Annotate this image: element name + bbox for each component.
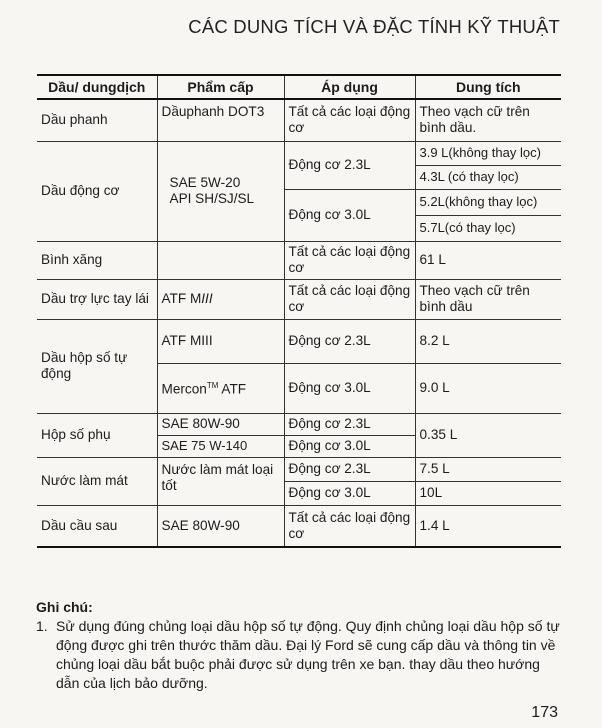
cell-grade: SAE 80W-90 — [157, 413, 284, 435]
cell-apply: Tất cả các loại động cơ — [284, 505, 415, 547]
cell-apply: Động cơ 3.0L — [284, 481, 415, 505]
page-title: CÁC DUNG TÍCH VÀ ĐẶC TÍNH KỸ THUẬT — [188, 16, 560, 37]
note-number: 1. — [36, 618, 48, 634]
table-row — [37, 279, 561, 319]
table-row — [37, 99, 561, 141]
notes-title: Ghi chú: — [36, 599, 93, 615]
notes-title-text: Ghi chú — [36, 599, 89, 615]
cell-apply: Động cơ 2.3L — [284, 141, 415, 189]
table-row — [37, 505, 561, 547]
grade-text: ATF — [218, 381, 247, 397]
cell-apply: Tất cả các loại động cơ — [284, 279, 415, 319]
cell-apply: Tất cả các loại động cơ — [284, 241, 415, 279]
page-number: 173 — [531, 704, 558, 721]
table-row — [37, 241, 561, 279]
cell-grade — [157, 363, 284, 413]
cell-apply: Động cơ 2.3L — [284, 413, 415, 435]
cell-grade: ATF MIII — [157, 319, 284, 363]
cell-apply: Động cơ 3.0L — [284, 363, 415, 413]
cell-fluid: Dầu động cơ — [37, 141, 157, 241]
col-header-apply: Áp dụng — [284, 75, 415, 99]
cell-capacity: 61 L — [415, 241, 561, 279]
col-header-capacity: Dung tích — [415, 75, 561, 99]
cell-fluid: Nước làm mát — [37, 457, 157, 505]
grade-text: Mercon — [161, 381, 207, 397]
cell-apply: Động cơ 2.3L — [284, 319, 415, 363]
cell-apply: Động cơ 3.0L — [284, 189, 415, 241]
cell-capacity: Theo vạch cữ trên bình dầu — [415, 279, 561, 319]
cell-grade: SAE 75 W-140 — [157, 435, 284, 457]
table-row — [37, 413, 561, 435]
cell-apply: Tất cả các loại động cơ — [284, 99, 415, 141]
cell-fluid: Dầu phanh — [37, 99, 157, 141]
grade-text: ATF M — [161, 291, 202, 306]
cell-capacity: 5.7L(có thay lọc) — [415, 215, 561, 241]
cell-fluid: Dầu trợ lực tay lái — [37, 279, 157, 319]
cell-capacity: 1.4 L — [415, 505, 561, 547]
note-text: Sử dụng đúng chủng loại dầu hộp số tự động. Quy định chủng loại dầu hộp số tự động được ghi trên thước thăm dầu. Đại lý Ford sẽ cung cấp dầu và thông tin về chủng loại dầu bắt buộc phải được sử dụng trên xe bạn. thay dầu theo hướng dẫn của lịch bảo dưỡng. — [56, 618, 560, 691]
cell-capacity: 0.35 L — [415, 413, 561, 457]
cell-capacity: 4.3L (có thay lọc) — [415, 165, 561, 189]
table-row — [37, 319, 561, 363]
cell-capacity: Theo vạch cữ trên bình dầu. — [415, 99, 561, 141]
table-row — [37, 457, 561, 481]
cell-capacity: 3.9 L(không thay lọc) — [415, 141, 561, 165]
cell-grade — [157, 279, 284, 319]
cell-grade: SAE 80W-90 — [157, 505, 284, 547]
table-header-row — [37, 75, 561, 99]
cell-grade: Nước làm mát loại tốt — [157, 457, 284, 505]
cell-fluid: Bình xăng — [37, 241, 157, 279]
trademark-mark: TM — [206, 381, 219, 391]
cell-apply: Động cơ 2.3L — [284, 457, 415, 481]
table-row — [37, 141, 561, 165]
cell-capacity: 10L — [415, 481, 561, 505]
cell-fluid: Dầu hộp số tự động — [37, 319, 157, 413]
note-item — [36, 617, 560, 693]
notes-section — [36, 598, 560, 693]
grade-italic: III — [201, 291, 213, 306]
cell-capacity: 9.0 L — [415, 363, 561, 413]
cell-grade: Dầuphanh DOT3 — [157, 99, 284, 141]
cell-capacity: 5.2L(không thay lọc) — [415, 189, 561, 215]
col-header-fluid: Dầu/ dungdịch — [37, 75, 157, 99]
cell-fluid: Dầu cầu sau — [37, 505, 157, 547]
cell-capacity: 7.5 L — [415, 457, 561, 481]
cell-fluid: Hộp số phụ — [37, 413, 157, 457]
spec-table — [37, 74, 561, 548]
cell-capacity: 8.2 L — [415, 319, 561, 363]
col-header-grade: Phẩm cấp — [157, 75, 284, 99]
cell-grade — [157, 241, 284, 279]
cell-grade: SAE 5W-20 API SH/SJ/SL — [157, 141, 284, 241]
cell-apply: Động cơ 3.0L — [284, 435, 415, 457]
